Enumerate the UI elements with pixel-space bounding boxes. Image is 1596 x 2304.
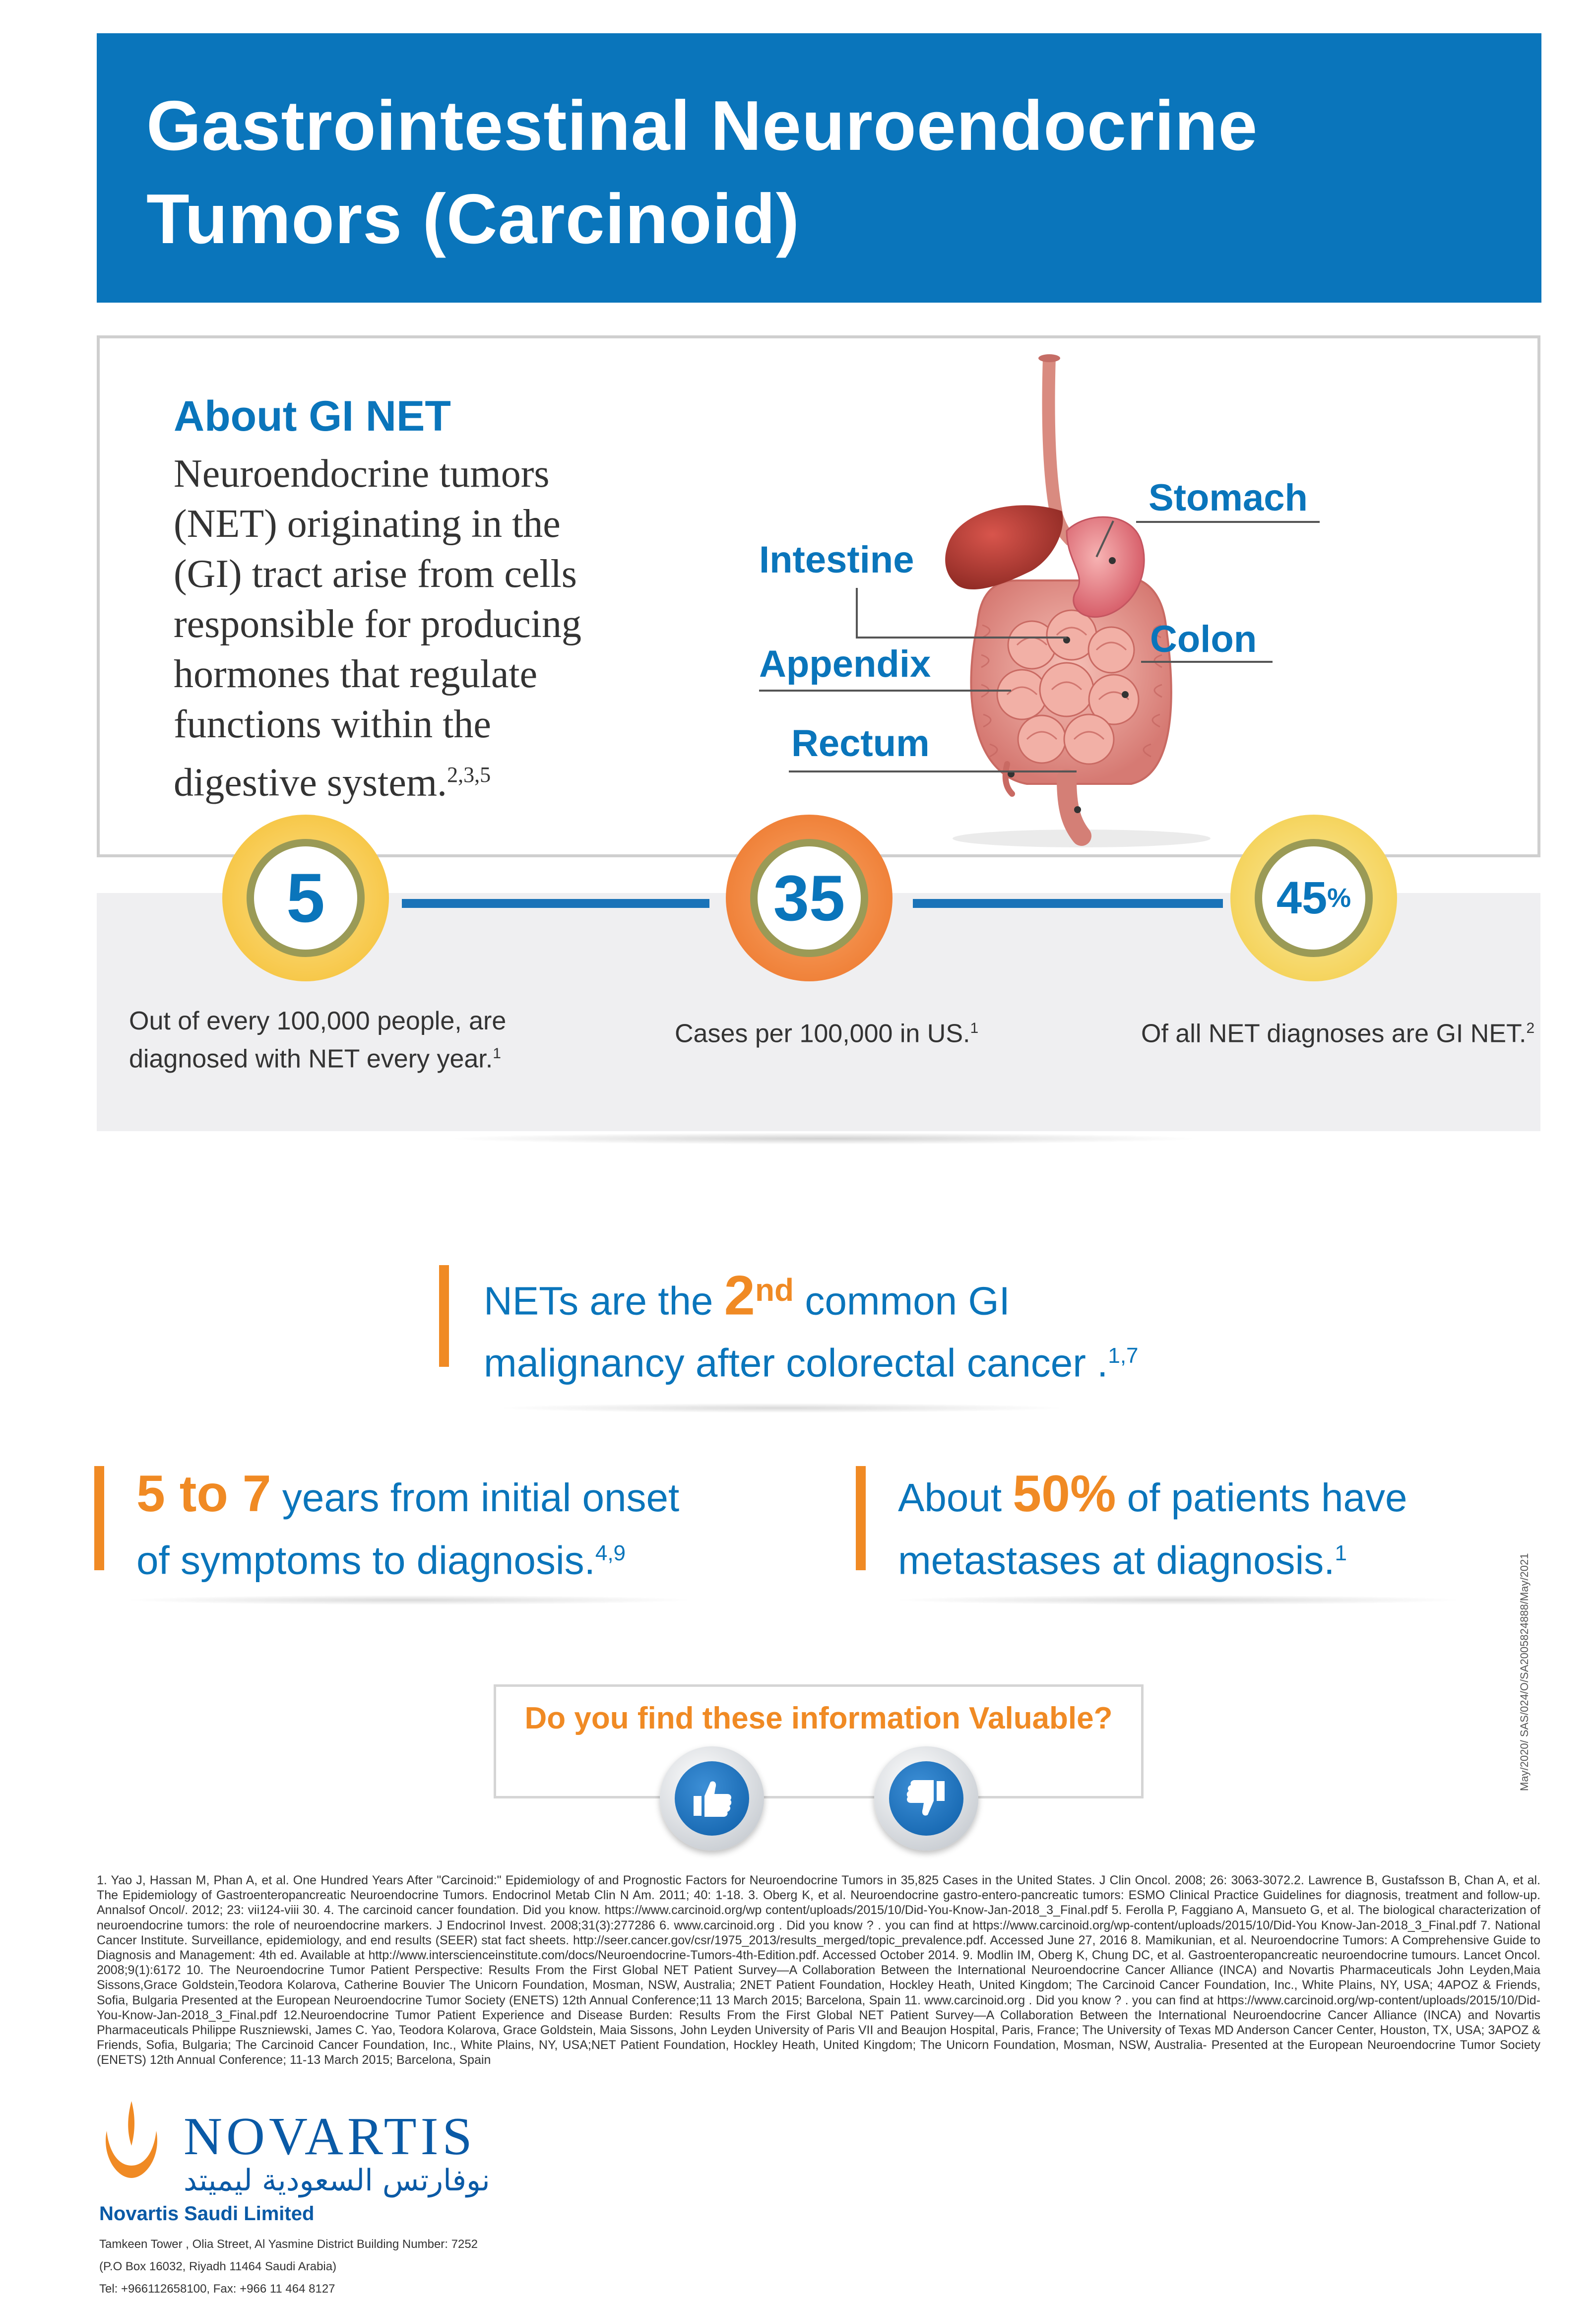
leader-intestine-h xyxy=(856,637,1067,639)
stats-connector-2 xyxy=(913,899,1223,908)
phone-line: Tel: +966112658100, Fax: +966 11 464 8127 xyxy=(99,2282,335,2296)
stats-connector-1 xyxy=(402,899,709,908)
feedback-question: Do you find these information Valuable? xyxy=(524,1701,1113,1735)
novartis-arabic-name: نوفارتس السعودية ليميتد xyxy=(184,2163,490,2198)
stat-desc-2: Cases per 100,000 in US.$^1$ xyxy=(675,1019,979,1048)
label-colon: Colon xyxy=(1150,618,1257,660)
leader-rectum xyxy=(789,770,1077,772)
stat-value-1: 5 xyxy=(254,846,357,950)
leader-stomach xyxy=(1136,521,1320,523)
callout-shadow-50 xyxy=(893,1595,1464,1605)
callout-bar-50 xyxy=(856,1466,866,1570)
thumbs-down-icon xyxy=(904,1776,949,1821)
references: 1. Yao J, Hassan M, Phan A, et al. One Hundred Years After "Carcinoid:" Epidemiology of and Prognostic Factors for Neuroendocrine Tumors in 35,825 Cases in the United States. J Clin Oncol. 2008; 26: 3063-3072.2. Lawrence B, Gustafsson B, Chan A, et al. The Epidemiology of Gastroenteropancreatic Neuroendocrine Tumors. Endocrinol Metab Clin N Am. 2011; 40: 1-18. 3. Oberg K, et al. Neuroendocrine gastro-entero-pancreatic tumors: ESMO Clinical Practice Guidelines for diagnosis, treatment and follow-up. Annalsof Oncol/. 2012; 23: vii124-viii 30. 4. The carcinoid cancer foundation. Did you know. https://www.carcinoid.org/wp content/uploads/2015/10/Did-You-Know-Jan-2018_3_Final.pdf 5. Ferolla P, Faggiano A, Mansueto G, et al. The biological characterization of neuroendocrine tumors: the role of neuroendocrine markers. J Endocrinol Invest. 2008;31(3):277286 6. www.carcinoid.org . Did you know ? . you can find at https://www.carcinoid.org/wp-content/uploads/2015/10/Did-You Know-Jan-2018_3_Final.pdf 7. National Cancer Institute. Surveillance, epidemiology, and end results (SEER) stat fact sheets. http://seer.cancer.gov/csr/1975_2013/results_merged/topic_prevalence.pdf. Accessed June 27, 2016 8. Mamikunian, et al. Neuroendocrine Tumors: A Comprehensive Guide to Diagnosis and Management: 4th ed. Available at http://www.interscienceinstitute.com/docs/Neuroendocrine-Tumors-4th-Edition.pdf. Accessed October 2014. 9. Modlin IM, Oberg K, Chung DC, et al. Gastroenteropancreatic neuroendocrine tumours. Lancet Oncol. 2008;9(1):6172 10. The Neuroendocrine Tumor Patient Perspective: Results From the First Global NET Patient Survey—A Collaboration Between the International Neuroendocrine Cancer Alliance (INCA) and Novartis Pharmaceuticals John Leyden,Maia Sissons,Grace Goldstein,Teodora Kolarova, Catherine Bouvier The Unicorn Foundation, Mosman, NSW, Australia; 2NET Patient Foundation, Hockley Heath, United Kingdom; The Carcinoid Cancer Foundation, Inc., White Plains, NY, USA; 4APOZ & Friends, Sofia, Bulgaria Presented at the European Neuroendocrine Tumor Society (ENETS) 12th Annual Conference;11 13 March 2015; Barcelona, Spain 11. www.carcinoid.org . Did you know ? . you can find at https://www.carcinoid.org/wp-content/uploads/2015/10/Did-You-Know-Jan-2018_3_Final.pdf 12.Neuroendocrine Tumor Patient Experience and Disease Burden: Results From the First Global NET Patient Survey—A Collaboration Between the International Neuroendocrine Cancer Alliance (INCA) and Novartis Pharmaceuticals Philippe Ruszniewski, James C. Yao, Teodora Kolarova, Grace Goldstein, Maia Sissons, John Leyden University of Paris VII and Beaujon Hospital, Paris, France; The University of Texas MD Anderson Cancer Center, Houston, TX, USA; 3APOZ & Friends, Sofia, Bulgaria; The Carcinoid Cancer Foundation, Inc., White Plains, NY, USA;NET Patient Foundation, Hockley Heath, United Kingdom; The Unicorn Foundation, Mosman, NSW, Australia- Presented at the European Neuroendocrine Tumor Society (ENETS) 12th Annual Conference; 11-13 March 2015; Barcelona, Spain xyxy=(97,1873,1540,2067)
page-title: Gastrointestinal Neuroendocrine Tumors (Carcinoid) xyxy=(146,86,1258,258)
stat-desc-3: Of all NET diagnoses are GI NET.$^2$ xyxy=(1141,1019,1535,1048)
callout-2nd: NETs are the 2nd common GI malignancy after colorectal cancer .$^{1,7}$ xyxy=(484,1264,1139,1385)
stat-value-2: 35 xyxy=(758,846,861,950)
leader-colon xyxy=(1141,661,1273,663)
callout-shadow-years xyxy=(124,1595,695,1605)
thumbs-up-icon xyxy=(690,1776,734,1821)
address-line-1: Tamkeen Tower , Olia Street, Al Yasmine District Building Number: 7252 xyxy=(99,2238,478,2251)
leader-appendix xyxy=(759,690,1011,692)
label-intestine: Intestine xyxy=(759,539,914,581)
callout-years: 5 to 7 years from initial onset of symptoms to diagnosis.$^{4,9}$ xyxy=(136,1465,680,1583)
callout-bar-years xyxy=(94,1466,104,1570)
callout-50: About 50% of patients have metastases at diagnosis.$^1$ xyxy=(898,1465,1407,1583)
company-name: Novartis Saudi Limited xyxy=(99,2203,315,2225)
label-stomach: Stomach xyxy=(1149,477,1308,519)
stat-value-3: 45 % xyxy=(1262,846,1365,950)
novartis-logo-icon xyxy=(97,2096,166,2185)
stat-desc-1: Out of every 100,000 people, are diagnosed with NET every year.$^1$ xyxy=(129,1007,507,1074)
novartis-wordmark: NOVARTIS xyxy=(184,2107,476,2166)
about-heading: About GI NET xyxy=(174,392,451,440)
leader-intestine-v xyxy=(856,588,858,638)
stats-shadow xyxy=(447,1133,1201,1145)
document-code: May/2020/ SAS/024/O/SA2005824888/May/2021 xyxy=(1518,1553,1531,1791)
thumbs-up-button[interactable] xyxy=(660,1746,764,1851)
about-text: Neuroendocrine tumors (NET) originating in the (GI) tract arise from cells responsible for producing hormones that regulate functions within the digestive system.$^{2,3,5}$ xyxy=(174,452,582,805)
label-rectum: Rectum xyxy=(791,722,930,765)
digestive-system-illustration xyxy=(918,347,1215,853)
thumbs-down-button[interactable] xyxy=(874,1746,978,1851)
callout-bar-2nd xyxy=(439,1265,449,1367)
callout-shadow-2nd xyxy=(496,1403,1067,1413)
label-appendix: Appendix xyxy=(759,643,931,685)
address-line-2: (P.O Box 16032, Riyadh 11464 Saudi Arabia) xyxy=(99,2260,337,2273)
